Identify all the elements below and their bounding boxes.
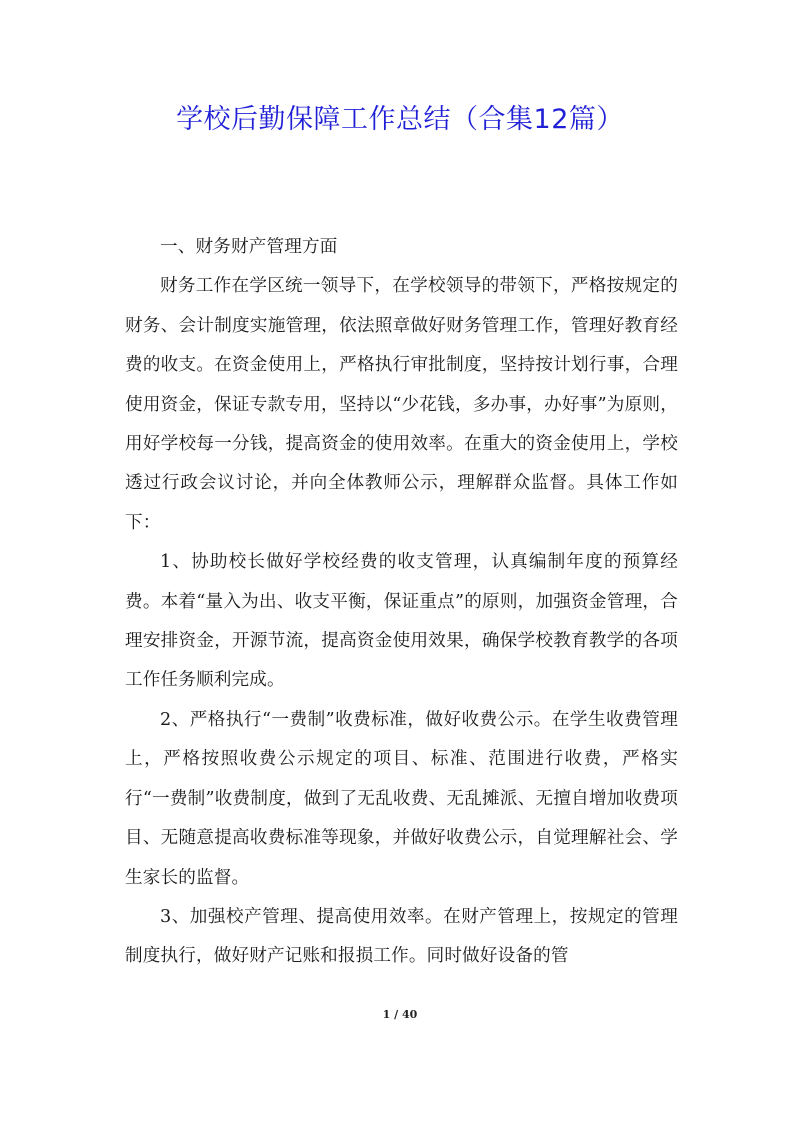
paragraph-item-1: 1、协助校长做好学校经费的收支管理，认真编制年度的预算经费。本着“量入为出、收支平衡，保证重点”的原则，加强资金管理，合理安排资金，开源节流，提高资金使用效果，确保学校教育教学的各项工作任务顺利完成。 [125,552,678,691]
page-number: 1 / 40 [382,1008,418,1021]
document-title: 学校后勤保障工作总结（合集12篇） [176,104,624,135]
paragraph-item-2: 2、严格执行“一费制”收费标准，做好收费公示。在学生收费管理上，严格按照收费公示规定的项目、标准、范围进行收费，严格实行“一费制”收费制度，做到了无乱收费、无乱摊派、无擅自增加收费项目、无随意提高收费标准等现象，并做好收费公示，自觉理解社会、学生家长的监督。 [125,709,678,888]
paragraph-item-3: 3、加强校产管理、提高使用效率。在财产管理上，按规定的管理制度执行，做好财产记账和报损工作。同时做好设备的管 [125,906,678,967]
section-heading: 一、财务财产管理方面 [160,237,338,257]
paragraph-finance-intro: 财务工作在学区统一领导下，在学校领导的带领下，严格按规定的财务、会计制度实施管理，依法照章做好财务管理工作，管理好教育经费的收支。在资金使用上，严格执行审批制度，坚持按计划行事，合理使用资金，保证专款专用，坚持以“少花钱，多办事，办好事”为原则，用好学校每一分钱，提高资金的使用效率。在重大的资金使用上，学校透过行政会议讨论，并向全体教师公示，理解群众监督。具体工作如下： [125,276,678,533]
document-body [125,228,678,977]
